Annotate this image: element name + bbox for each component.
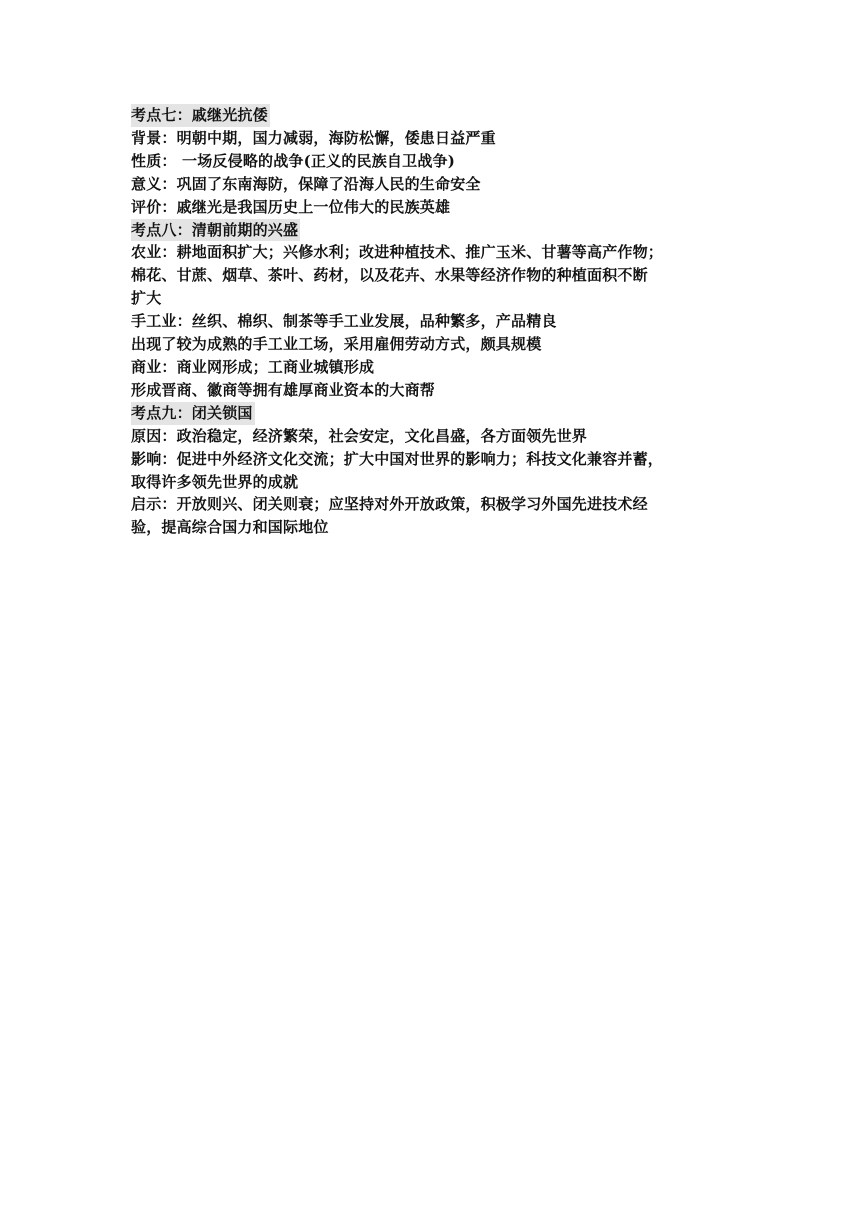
section-9-heading-line	[131, 402, 741, 425]
section-7-heading-line	[131, 104, 741, 127]
section-9-line-lesson-1: 启示：开放则兴、闭关则衰；应坚持对外开放政策，积极学习外国先进技术经	[131, 495, 648, 514]
section-8-heading: 考点八：清朝前期的兴盛	[131, 219, 300, 242]
section-8-heading-line	[131, 219, 741, 242]
section-9-line-impact-2: 取得许多领先世界的成就	[131, 472, 299, 491]
section-7-line-evaluation: 评价：戚继光是我国历史上一位伟大的民族英雄	[131, 197, 451, 216]
section-9-line-reason: 原因：政治稳定，经济繁荣，社会安定，文化昌盛，各方面领先世界	[131, 426, 588, 445]
section-8-line-commerce-1: 商业：商业网形成；工商业城镇形成	[131, 357, 375, 376]
section-9-heading: 考点九：闭关锁国	[131, 402, 255, 425]
section-8-line-agriculture-1: 农业：耕地面积扩大；兴修水利；改进种植技术、推广玉米、甘薯等高产作物；	[131, 243, 664, 262]
section-8-line-agriculture-2: 棉花、甘蔗、烟草、茶叶、药材，以及花卉、水果等经济作物的种植面积不断	[131, 266, 648, 285]
section-9-line-lesson-2: 验，提高综合国力和国际地位	[131, 518, 329, 537]
section-7-line-significance: 意义：巩固了东南海防，保障了沿海人民的生命安全	[131, 174, 481, 193]
document-body	[131, 104, 741, 539]
section-8-line-commerce-2: 形成晋商、徽商等拥有雄厚商业资本的大商帮	[131, 380, 436, 399]
section-8-line-agriculture-3: 扩大	[131, 289, 162, 308]
section-7-heading: 考点七：戚继光抗倭	[131, 104, 270, 127]
section-8-line-handicraft-1: 手工业：丝织、棉织、制茶等手工业发展，品种繁多，产品精良	[131, 312, 557, 331]
section-9-line-impact-1: 影响：促进中外经济文化交流；扩大中国对世界的影响力；科技文化兼容并蓄，	[131, 449, 664, 468]
section-7-line-background: 背景：明朝中期，国力减弱，海防松懈，倭患日益严重	[131, 128, 496, 147]
section-7-line-nature: 性质： 一场反侵略的战争(正义的民族自卫战争)	[131, 151, 456, 170]
section-8-line-handicraft-2: 出现了较为成熟的手工业工场，采用雇佣劳动方式，颇具规模	[131, 335, 542, 354]
